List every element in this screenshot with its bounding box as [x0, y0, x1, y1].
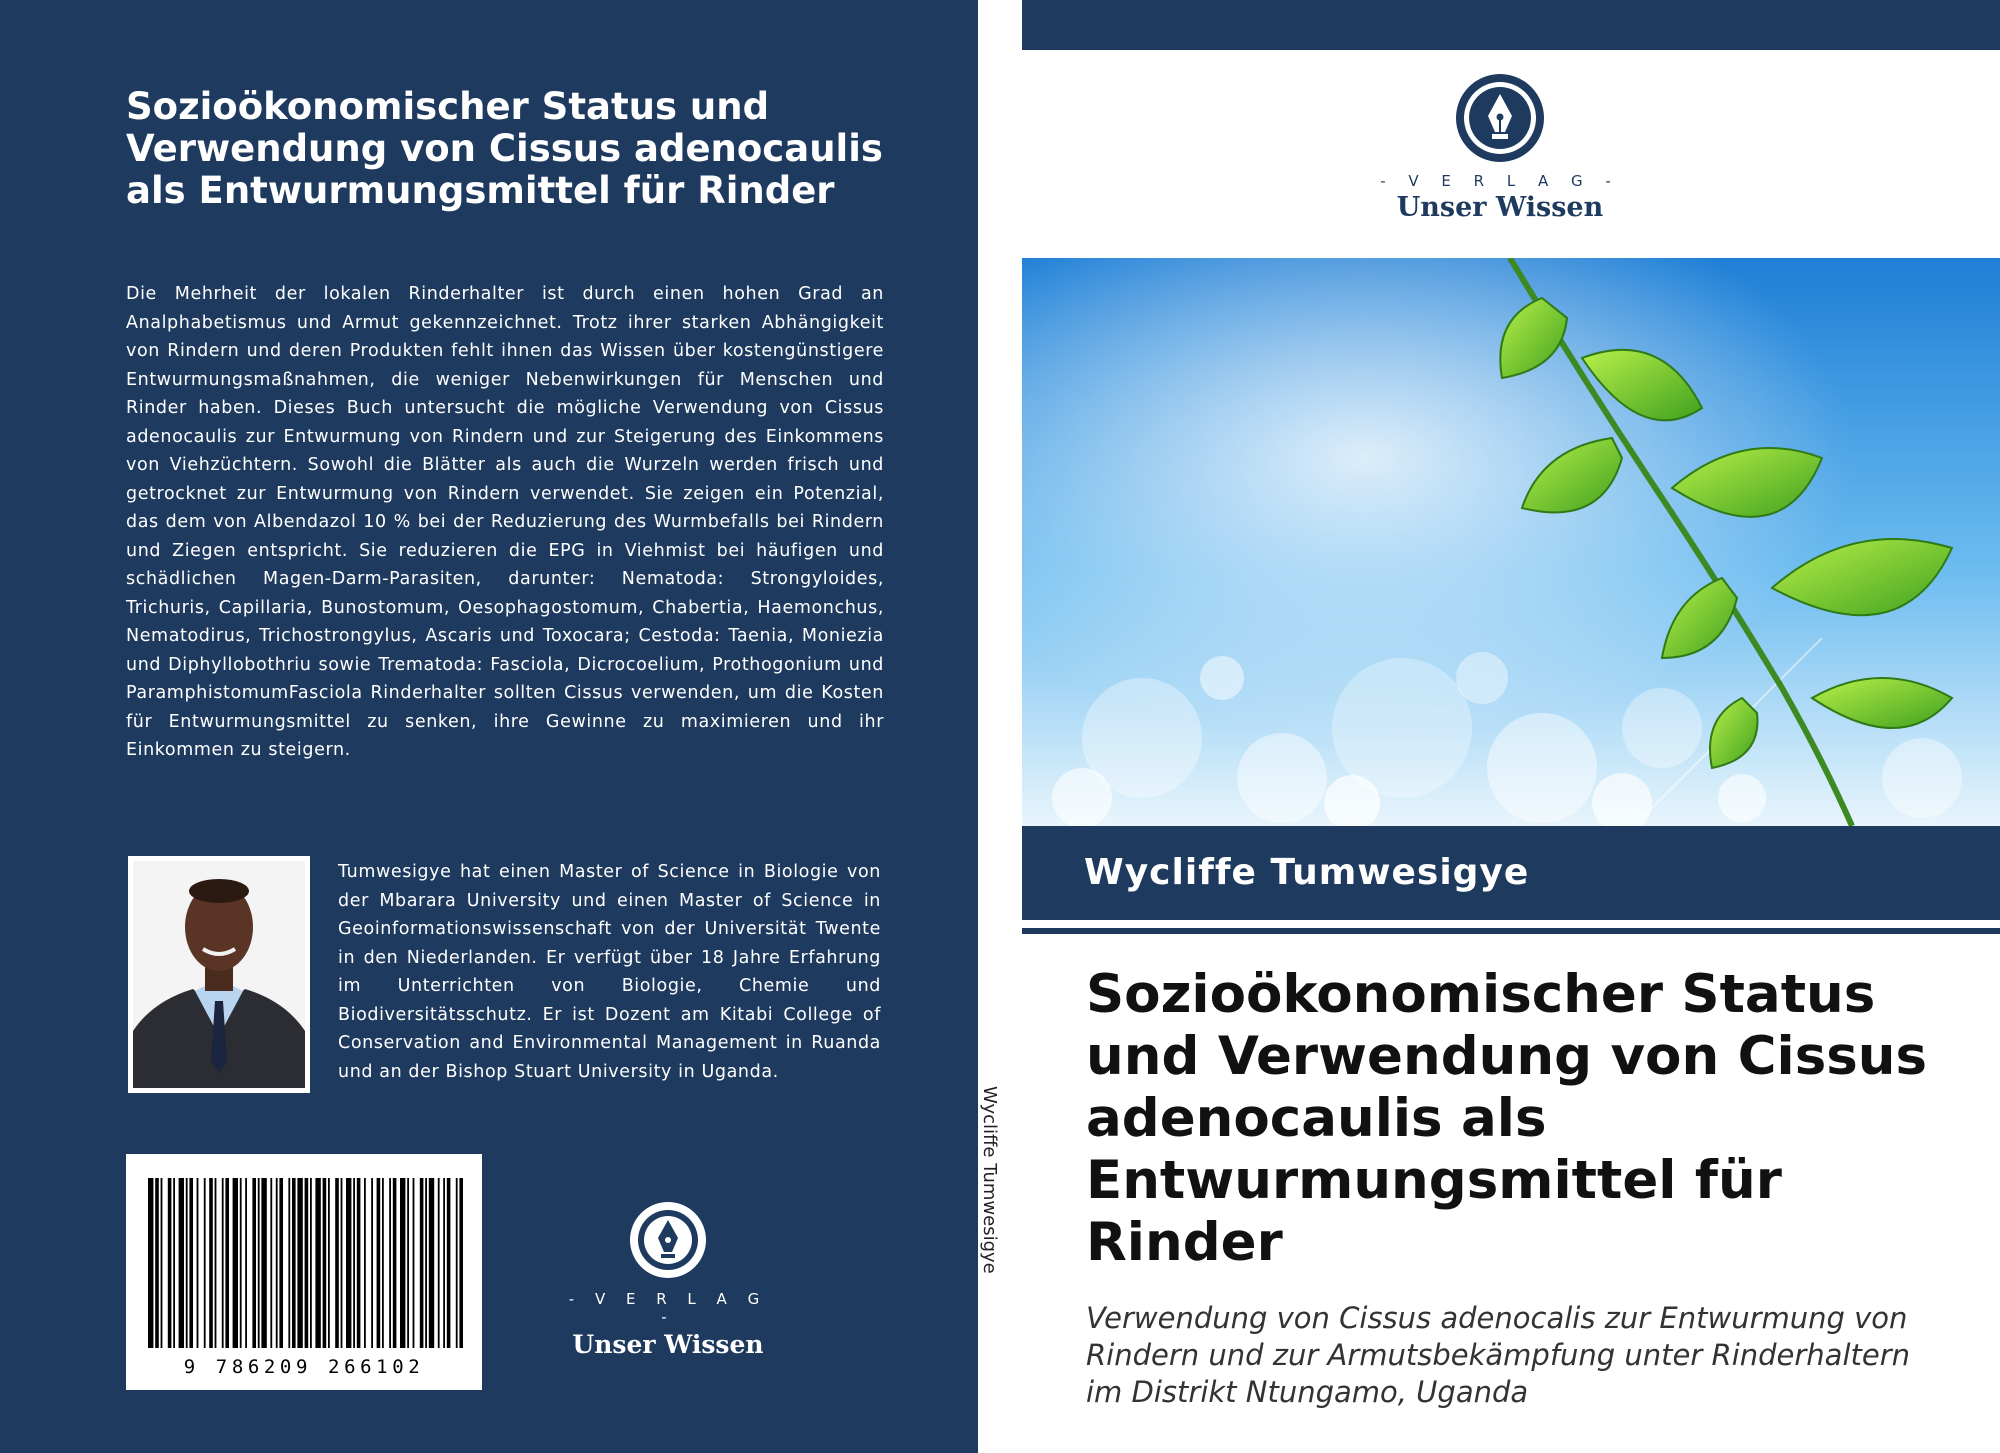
- leaf-branch-image: [1022, 258, 2000, 826]
- spine-author: Wycliffe Tumwesigye: [979, 1086, 1000, 1274]
- fountain-pen-nib-logo-icon: [1454, 72, 1546, 164]
- back-cover: [0, 0, 978, 1453]
- front-publisher-logo: [1365, 72, 1635, 223]
- divider-rule: [1022, 928, 2000, 934]
- back-cover-blurb: Die Mehrheit der lokalen Rinderhalter ist durch einen hohen Grad an Analphabetismus und Armut gekennzeichnet. Trotz ihrer starken Abhängigkeit von Rindern und deren Produkten fehlt ihnen das Wissen über kostengünstigere Entwurmungsmaßnahmen, die weniger Nebenwirkungen für Menschen und Rinder haben. Dieses Buch untersucht die mögliche Verwendung von Cissus adenocaulis zur Entwurmung von Rindern und zur Steigerung des Einkommens von Viehzüchtern. Sowohl die Blätter als auch die Wurzeln werden frisch und getrocknet zur Entwurmung von Rindern verwendet. Sie zeigen ein Potenzial, das dem von Albendazol 10 % bei der Reduzierung des Wurmbefalls bei Rindern und Ziegen entspricht. Sie reduzieren die EPG in Viehmist bei häufigen und schädlichen Magen-Darm-Parasiten, darunter: Nematoda: Strongyloides, Trichuris, Capillaria, Bunostomum, Oesophagostomum, Chabertia, Haemonchus, Nematodirus, Trichostrongylus, Ascaris und Toxocara; Cestoda: Taenia, Moniezia und Diphyllobothriu sowie Trematoda: Fasciola, Dicrocoelium, Prothogonium und ParamphistomumFasciola Rinderhalter sollten Cissus verwenden, um die Kosten für Entwurmungsmittel zu senken, ihre Gewinne zu maximieren und ihr Einkommen zu steigern.: [126, 284, 884, 760]
- back-publisher-name: Unser Wissen: [572, 1330, 764, 1359]
- fountain-pen-nib-logo-icon: [628, 1200, 708, 1280]
- author-banner: [1022, 826, 2000, 920]
- front-author-name: Wycliffe Tumwesigye: [1084, 852, 1530, 893]
- front-publisher-name: Unser Wissen: [1396, 192, 1604, 223]
- front-cover-title: Sozioökonomischer Status und Verwendung von Cissus adenocaulis als Entwurmungsmittel für Rinder: [1086, 964, 1928, 1273]
- barcode-number: 9 786209 266102: [183, 1356, 425, 1378]
- back-verlag-label: - V E R L A G -: [568, 1290, 768, 1326]
- front-verlag-label: - V E R L A G -: [1380, 172, 1620, 190]
- author-portrait-image: [128, 856, 310, 1093]
- back-cover-title: Sozioökonomischer Status und Verwendung von Cissus adenocaulis als Entwurmungsmittel für Rinder: [126, 85, 883, 212]
- front-top-bar: [1022, 0, 2000, 50]
- author-bio: Tumwesigye hat einen Master of Science in Biologie von der Mbarara University und einen Master of Science in Geoinformationswissenschaft von der Universität Twente in den Niederlanden. Er verfügt über 18 Jahre Erfahrung im Unterrichten von Biologie, Chemie und Biodiversitätsschutz. Er ist Dozent am Kitabi College of Conservation and Environmental Management in Ruanda und an der Bishop Stuart University in Uganda.: [338, 862, 881, 1082]
- back-publisher-logo: [560, 1200, 776, 1359]
- front-cover-subtitle: Verwendung von Cissus adenocalis zur Entwurmung von Rindern und zur Armutsbekämpfung unter Rinderhaltern im Distrikt Ntungamo, Uganda: [1086, 1301, 1911, 1409]
- isbn-barcode: [126, 1154, 482, 1390]
